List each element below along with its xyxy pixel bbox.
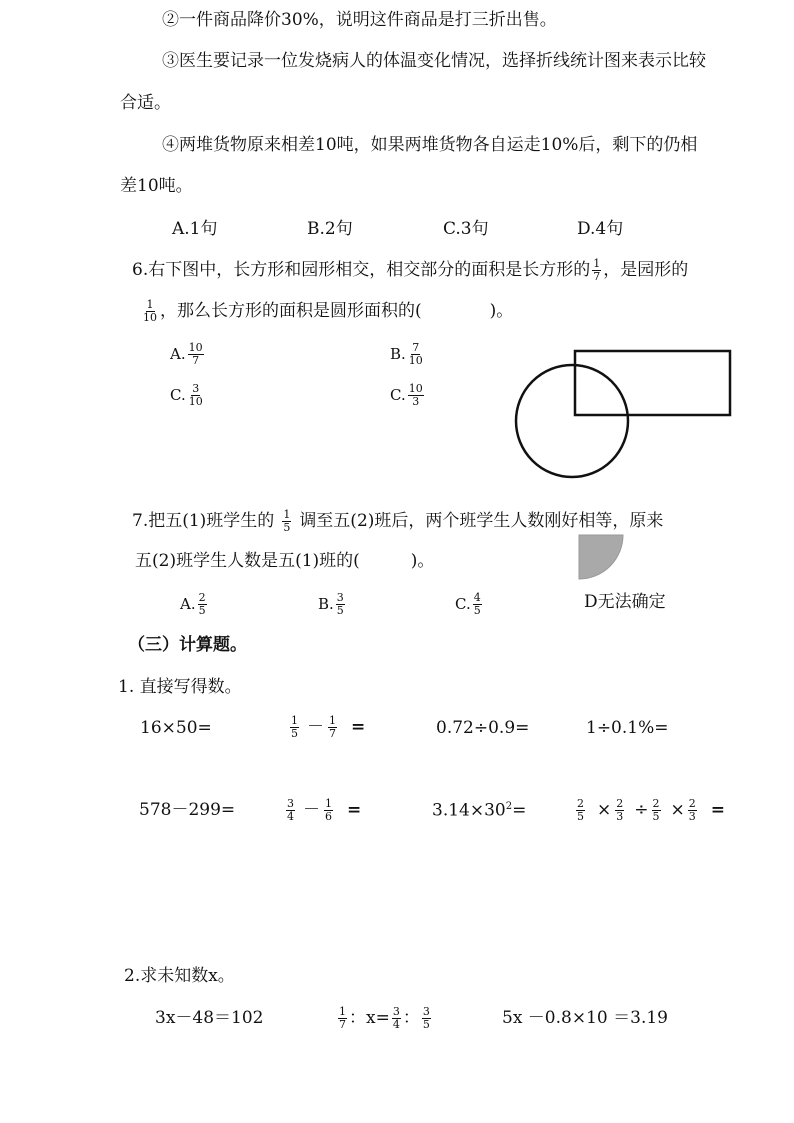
q7-line1-prefix: 7.把五(1)班学生的 (132, 510, 275, 531)
r2c4-f3-den: 5 (652, 809, 660, 823)
r2c3-base: 3.14×30 (432, 800, 506, 821)
option-c: C.3句 (443, 219, 489, 239)
statement-4-line1: ④两堆货物原来相差10吨，如果两堆货物各自运走10%后，剩下的仍相 (162, 135, 698, 155)
calc-subtitle-2: 2.求未知数x。 (124, 966, 235, 986)
r1c2-op: － (307, 716, 324, 737)
q6-line2 (140, 296, 513, 326)
q6-opt-b-num: 7 (412, 340, 420, 354)
q6-opt-c-den: 10 (188, 394, 203, 408)
calc-r2c4 (574, 795, 725, 825)
r1c2-f2-den: 7 (329, 726, 336, 740)
q6-option-a-frac (188, 342, 204, 366)
q6-opt-c-num: 3 (192, 381, 200, 395)
calc-r2c1: 578－299= (139, 800, 236, 820)
r2c2-frac1 (286, 798, 295, 822)
equation-3: 5x －0.8×10 ＝3.19 (502, 1008, 668, 1028)
q7-fraction (282, 509, 291, 533)
eq2-frac3 (422, 1006, 431, 1030)
calc-r2c2 (284, 795, 361, 825)
q7-option-a (180, 589, 209, 619)
r2c4-op3: × (670, 799, 685, 820)
q7-opt-c-num: 4 (473, 590, 481, 604)
r2c4-op1: × (597, 799, 612, 820)
q7-line1 (132, 506, 663, 536)
q7-option-d: D无法确定 (584, 592, 666, 612)
r2c4-f1-den: 5 (577, 809, 584, 823)
option-d: D.4句 (577, 219, 624, 239)
circle-shape (516, 365, 628, 477)
calc-r1c1: 16×50= (140, 718, 212, 738)
q6-opt-a-num: 10 (188, 340, 203, 354)
r2c2-f2-num: 1 (325, 796, 332, 810)
q7-line2: 五(2)班学生人数是五(1)班的( )。 (135, 551, 435, 571)
q6-option-d (390, 380, 426, 410)
q6-frac2-den: 10 (143, 310, 157, 324)
q6-frac1-den: 7 (593, 269, 601, 283)
statement-3-line1: ③医生要记录一位发烧病人的体温变化情况，选择折线统计图来表示比较 (162, 51, 706, 71)
q6-option-a-label: A. (170, 344, 186, 363)
r2c2-op: － (303, 799, 320, 820)
q7-opt-a-den: 5 (198, 603, 206, 617)
q7-opt-c-den: 5 (473, 603, 481, 617)
q6-line2-suffix: ，那么长方形的面积是圆形面积的( )。 (160, 300, 514, 321)
r1c2-eq: = (351, 716, 366, 737)
eq2-f2-den: 4 (392, 1017, 400, 1031)
eq2-f1-den: 7 (339, 1017, 346, 1031)
equation-2 (336, 1002, 433, 1034)
q6-opt-b-den: 10 (408, 353, 423, 367)
rectangle-shape (575, 351, 730, 415)
r2c3-eq: = (512, 800, 527, 821)
r2c2-eq: = (347, 799, 362, 820)
eq2-f2-num: 3 (392, 1004, 400, 1018)
q7-option-b (318, 589, 347, 619)
rectangle-circle-figure (510, 345, 740, 485)
q7-option-c (455, 589, 484, 619)
q7-frac-den: 5 (283, 520, 291, 534)
eq2-f3-num: 3 (422, 1004, 430, 1018)
q6-opt-d-den: 3 (412, 394, 420, 408)
q6-opt-a-den: 7 (192, 353, 200, 367)
calc-r1c2 (288, 712, 365, 742)
r2c4-frac3 (652, 798, 661, 822)
q7-option-b-frac (336, 592, 345, 616)
r2c2-f1-den: 4 (287, 809, 294, 823)
q6-option-c (170, 380, 206, 410)
q6-option-c-label: C. (170, 385, 186, 404)
calc-r1c4: 1÷0.1%= (586, 718, 669, 738)
r2c2-frac2 (324, 798, 333, 822)
q6-frac2-num: 1 (146, 297, 154, 311)
eq2-mid: ：x= (349, 1007, 390, 1028)
r2c4-f4-num: 2 (688, 796, 696, 810)
q6-option-b-label: B. (390, 344, 406, 363)
option-a: A.1句 (172, 219, 218, 239)
r2c4-frac4 (688, 798, 697, 822)
q7-option-a-frac (198, 592, 207, 616)
r2c2-f1-num: 3 (287, 796, 294, 810)
q7-opt-b-den: 5 (336, 603, 344, 617)
q7-option-b-label: B. (318, 594, 334, 613)
q7-option-c-frac (473, 592, 482, 616)
option-b: B.2句 (307, 219, 353, 239)
r2c4-frac1 (576, 798, 585, 822)
eq2-colon: ： (402, 1007, 420, 1028)
equation-1: 3x－48＝102 (155, 1008, 264, 1028)
section-3-title: （三）计算题。 (128, 635, 247, 655)
q6-fraction-1 (592, 258, 601, 282)
q6-line1 (132, 255, 688, 285)
q7-line1-suffix: 调至五(2)班后，两个班学生人数刚好相等，原来 (299, 510, 664, 531)
r2c2-f2-den: 6 (325, 809, 332, 823)
eq2-frac2 (392, 1006, 401, 1030)
r2c4-frac2 (615, 798, 624, 822)
statement-2: ②一件商品降价30%，说明这件商品是打三折出售。 (162, 10, 557, 30)
calc-subtitle-1: 1. 直接写得数。 (118, 677, 242, 697)
q7-option-a-label: A. (180, 594, 196, 613)
r1c2-f1-num: 1 (291, 713, 298, 727)
r2c4-f4-den: 3 (688, 809, 696, 823)
r2c4-eq: = (710, 799, 725, 820)
q7-option-c-label: C. (455, 594, 471, 613)
quarter-circle-path (579, 535, 623, 579)
q6-option-d-label: C. (390, 385, 406, 404)
r2c4-f1-num: 2 (577, 796, 584, 810)
q6-option-a (170, 339, 206, 369)
q6-option-d-frac (408, 383, 424, 407)
r2c4-f2-den: 3 (616, 809, 624, 823)
r2c4-f3-num: 2 (652, 796, 660, 810)
q6-option-c-frac (188, 383, 204, 407)
r1c2-f2-num: 1 (329, 713, 336, 727)
q7-opt-a-num: 2 (198, 590, 206, 604)
statement-4-line2: 差10吨。 (120, 176, 193, 196)
q6-option-b-frac (408, 342, 424, 366)
q6-fraction-2 (142, 299, 158, 323)
calc-r2c3 (432, 802, 526, 820)
q6-opt-d-num: 10 (408, 381, 423, 395)
r2c4-op2: ÷ (634, 799, 649, 820)
q6-line1-suffix: ，是园形的 (603, 259, 689, 280)
calc-r1c3: 0.72÷0.9= (436, 718, 530, 738)
q7-opt-b-num: 3 (336, 590, 344, 604)
q6-frac1-num: 1 (593, 256, 601, 270)
eq2-frac1 (338, 1006, 347, 1030)
r2c3-exponent: 2 (505, 801, 513, 812)
r1c2-frac1 (290, 715, 299, 739)
eq2-f1-num: 1 (339, 1004, 346, 1018)
q6-option-b (390, 339, 426, 369)
q6-line1-prefix: 6.右下图中，长方形和园形相交，相交部分的面积是长方形的 (132, 259, 591, 280)
q7-frac-num: 1 (283, 507, 291, 521)
r1c2-frac2 (328, 715, 337, 739)
eq2-f3-den: 5 (422, 1017, 430, 1031)
statement-3-line2: 合适。 (120, 93, 171, 113)
r1c2-f1-den: 5 (291, 726, 298, 740)
r2c4-f2-num: 2 (616, 796, 624, 810)
quarter-circle-shape (576, 533, 626, 581)
